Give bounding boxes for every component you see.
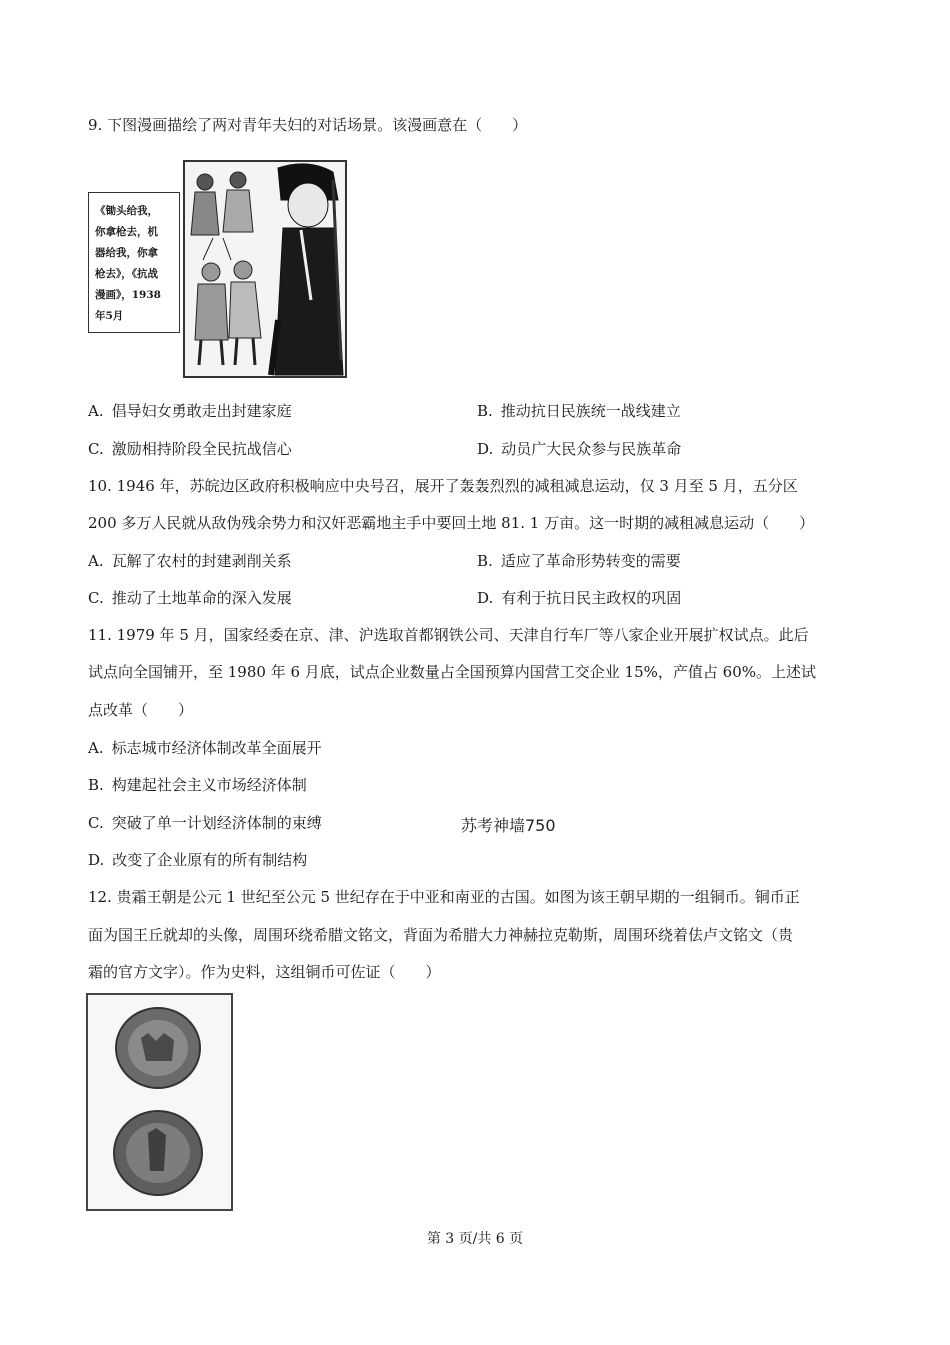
q12-coins-image <box>86 993 233 1211</box>
q10-option-c[interactable]: C. 推动了土地革命的深入发展 <box>88 589 292 607</box>
q9-option-b[interactable]: B. 推动抗日民族统一战线建立 <box>477 402 681 420</box>
watermark-text: 苏考神墙750 <box>461 816 556 835</box>
q9-cartoon-image <box>183 160 347 378</box>
q11-stem-line-2: 试点向全国铺开，至 1980 年 6 月底，试点企业数量占全国预算内国营工交企业 15%，产值占 60%。上述试 <box>88 663 817 681</box>
q12-stem-line-3: 霜的官方文字）。作为史料，这组铜币可佐证（ ） <box>88 963 441 981</box>
q11-stem-line-1: 11. 1979 年 5 月，国家经委在京、津、沪选取首都钢铁公司、天津自行车厂等八家企业开展扩权试点。此后 <box>88 626 809 644</box>
q10-stem-line-1: 10. 1946 年，苏皖边区政府积极响应中央号召，展开了轰轰烈烈的减租减息运动，仅 3 月至 5 月，五分区 <box>88 477 798 495</box>
q9-option-a[interactable]: A. 倡导妇女勇敢走出封建家庭 <box>88 402 292 420</box>
page-footer: 第 3 页/共 6 页 <box>426 1231 524 1247</box>
coin-obverse <box>116 1008 200 1088</box>
q11-option-c[interactable]: C. 突破了单一计划经济体制的束缚 <box>88 814 322 832</box>
q10-option-a[interactable]: A. 瓦解了农村的封建剥削关系 <box>88 552 292 570</box>
q9-stem: 9. 下图漫画描绘了两对青年夫妇的对话场景。该漫画意在（ ） <box>88 116 528 134</box>
coin-reverse <box>114 1111 202 1195</box>
q9-cartoon-caption: 《锄头给我， 你拿枪去，机 器给我，你拿 枪去》，《抗战 漫画》，1938 年5月 <box>88 192 180 333</box>
q11-option-b[interactable]: B. 构建起社会主义市场经济体制 <box>88 776 307 794</box>
q12-stem-line-1: 12. 贵霜王朝是公元 1 世纪至公元 5 世纪存在于中亚和南亚的古国。如图为该王朝早期的一组铜币。铜币正 <box>88 888 800 906</box>
q10-option-b[interactable]: B. 适应了革命形势转变的需要 <box>477 552 681 570</box>
q11-stem-line-3: 点改革（ ） <box>88 701 194 719</box>
q11-option-d[interactable]: D. 改变了企业原有的所有制结构 <box>88 851 308 869</box>
q10-stem-line-2: 200 多万人民就从敌伪残余势力和汉奸恶霸地主手中要回土地 81. 1 万亩。这一时期的减租减息运动（ ） <box>88 514 815 532</box>
q9-option-c[interactable]: C. 激励相持阶段全民抗战信心 <box>88 440 292 458</box>
q11-option-a[interactable]: A. 标志城市经济体制改革全面展开 <box>88 739 322 757</box>
q9-option-d[interactable]: D. 动员广大民众参与民族革命 <box>477 440 682 458</box>
q12-stem-line-2: 面为国王丘就却的头像，周围环绕希腊文铭文，背面为希腊大力神赫拉克勒斯，周围环绕着佉卢文铭文（贵 <box>88 926 794 944</box>
q10-option-d[interactable]: D. 有利于抗日民主政权的巩固 <box>477 589 682 607</box>
